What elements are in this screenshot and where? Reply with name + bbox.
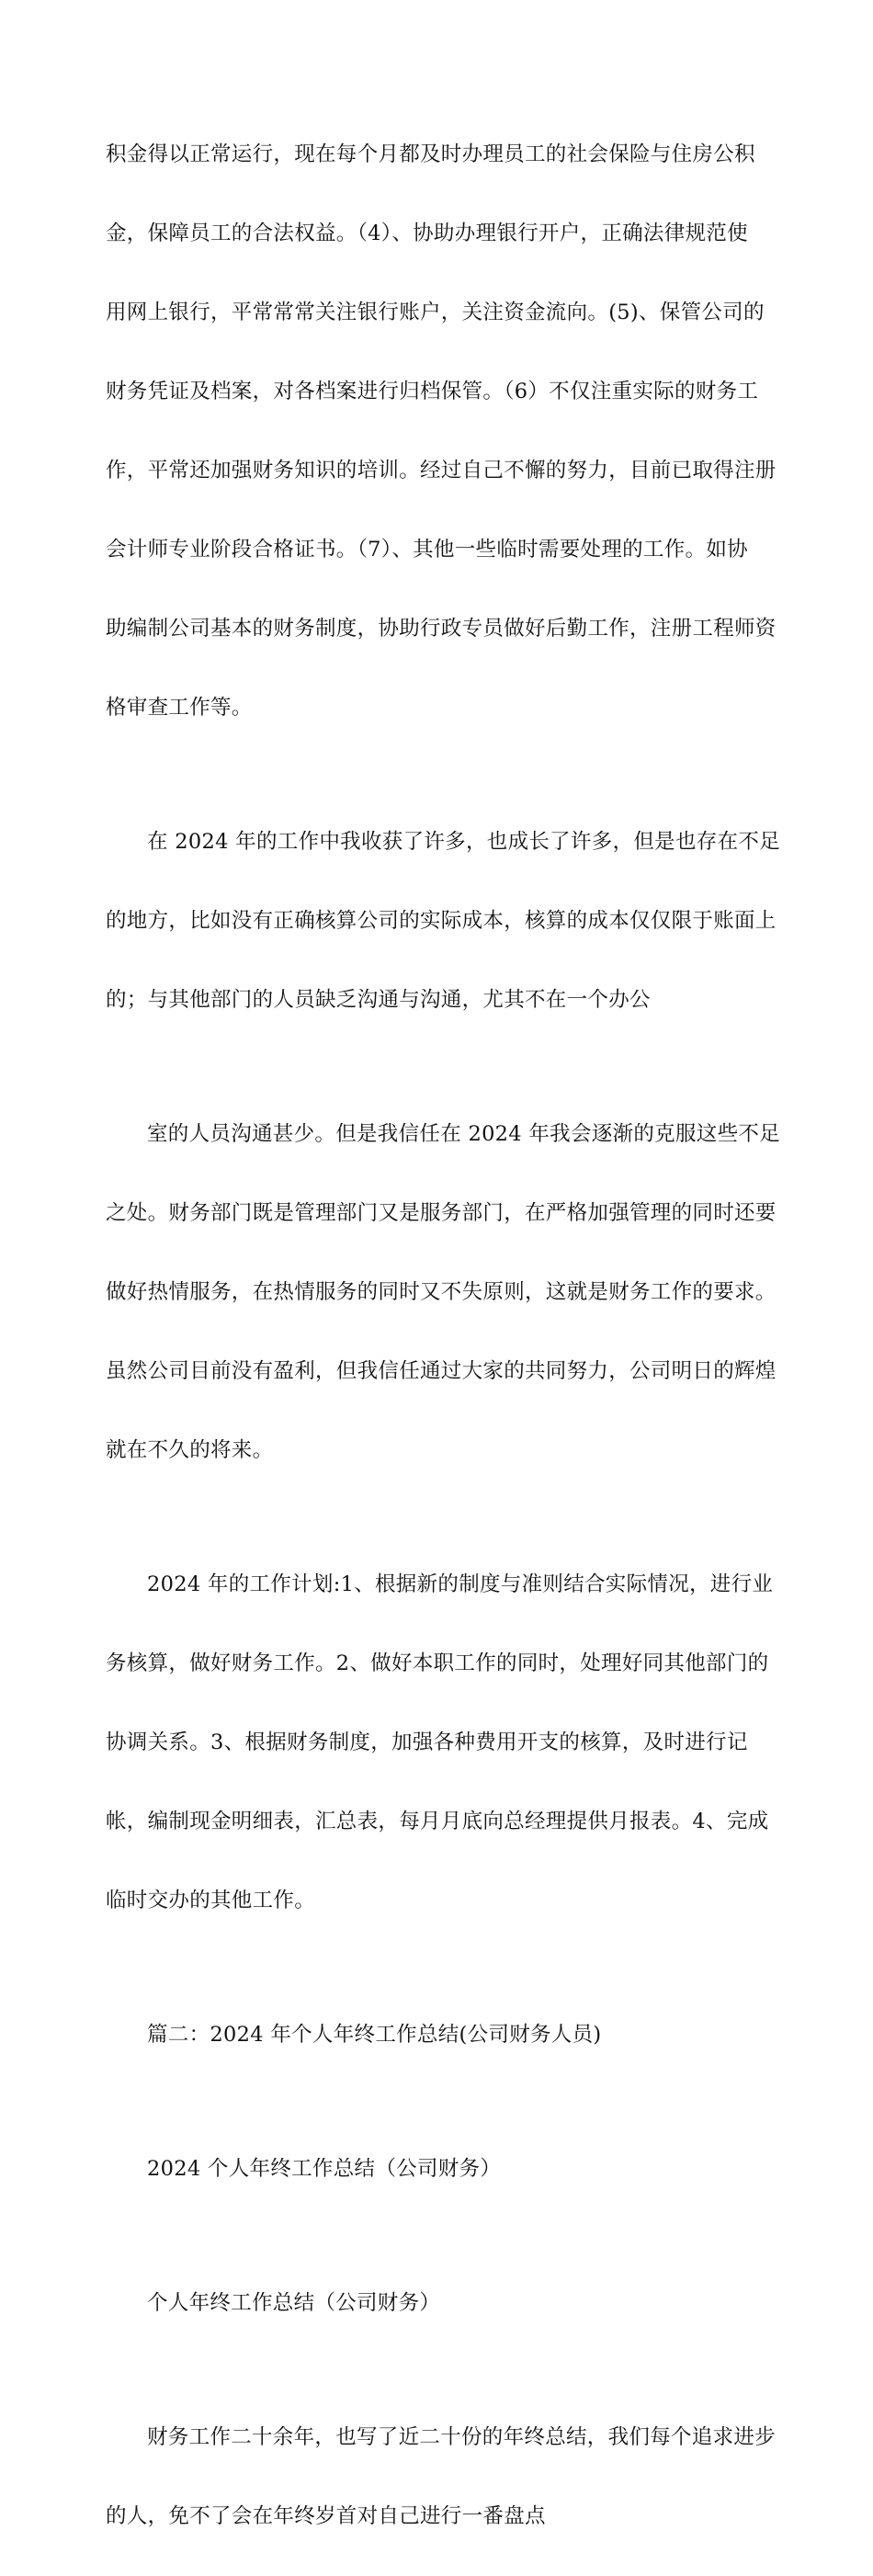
text-line: 用网上银行，平常常常关注银行账户，关注资金流向。(5)、保管公司的 <box>106 301 765 324</box>
text-line: 虽然公司目前没有盈利，但我信任通过大家的共同努力，公司明日的辉煌 <box>106 1359 777 1383</box>
paragraph-gap <box>106 2094 767 2110</box>
paragraph-3 <box>106 1075 780 1510</box>
paragraph-gap <box>106 1060 767 1075</box>
paragraph-gap <box>106 1510 767 1526</box>
text-line: 的人，免不了会在年终岁首对自己进行一番盘点 <box>106 2504 546 2528</box>
text-line: 务核算，做好财务工作。2、做好本职工作的同时，处理好同其他部门的 <box>106 1651 769 1675</box>
text-line: 就在不久的将来。 <box>106 1438 274 1462</box>
subheading-personal-summary <box>106 2244 767 2363</box>
section-heading-part-two <box>106 1976 767 2094</box>
paragraph-2 <box>106 783 780 1060</box>
paragraph-gap <box>106 2363 767 2378</box>
text-line: 积金得以正常运行，现在每个月都及时办理员工的社会保险与住房公积 <box>106 142 755 166</box>
text-line: 临时交办的其他工作。 <box>106 1889 316 1912</box>
text-line: 财务工作二十余年，也写了近二十份的年终总结，我们每个追求进步 <box>147 2425 777 2449</box>
text-line: 财务凭证及档案，对各档案进行归档保管。（6）不仅注重实际的财务工 <box>106 380 759 403</box>
text-line: 做好热情服务，在热情服务的同时又不失原则，这就是财务工作的要求。 <box>106 1280 777 1304</box>
text-line: 会计师专业阶段合格证书。（7）、其他一些临时需要处理的工作。如协 <box>106 538 748 562</box>
subheading-annual-summary <box>106 2110 767 2229</box>
paragraph-gap <box>106 1960 767 1976</box>
paragraph-8 <box>106 2378 777 2576</box>
text-line: 协调关系。3、根据财务制度，加强各种费用开支的核算，及时进行记 <box>106 1731 748 1754</box>
text-line: 篇二：2024 年个人年终工作总结(公司财务人员) <box>147 2023 602 2047</box>
text-line: 个人年终工作总结（公司财务） <box>147 2291 441 2315</box>
text-line: 2024 年的工作计划:1、根据新的制度与准则结合实际情况，进行业 <box>147 1572 774 1596</box>
text-line: 的地方，比如没有正确核算公司的实际成本，核算的成本仅仅限于账面上 <box>106 909 777 933</box>
text-line: 之处。财务部门既是管理部门又是服务部门，在严格加强管理的同时还要 <box>106 1201 777 1225</box>
paragraph-4 <box>106 1526 774 1960</box>
text-line: 室的人员沟通甚少。但是我信任在 2024 年我会逐渐的克服这些不足 <box>147 1122 780 1146</box>
text-line: 2024 个人年终工作总结（公司财务） <box>147 2157 502 2181</box>
text-line: 帐，编制现金明细表，汇总表，每月月底向总经理提供月报表。4、完成 <box>106 1810 769 1833</box>
text-line: 金，保障员工的合法权益。（4）、协助办理银行开户，正确法律规范使 <box>106 221 748 245</box>
text-line: 助编制公司基本的财务制度，协助行政专员做好后勤工作，注册工程师资 <box>106 617 777 641</box>
text-line: 作，平常还加强财务知识的培训。经过自己不懈的努力，目前已取得注册 <box>106 459 777 482</box>
paragraph-1 <box>106 96 777 767</box>
paragraph-gap <box>106 2229 767 2244</box>
paragraph-gap <box>106 767 767 783</box>
text-line: 的；与其他部门的人员缺乏沟通与沟通，尤其不在一个办公 <box>106 988 651 1012</box>
text-line: 在 2024 年的工作中我收获了许多，也成长了许多，但是也存在不足 <box>147 830 780 854</box>
text-line: 格审查工作等。 <box>106 696 253 720</box>
document-page <box>106 96 780 2576</box>
